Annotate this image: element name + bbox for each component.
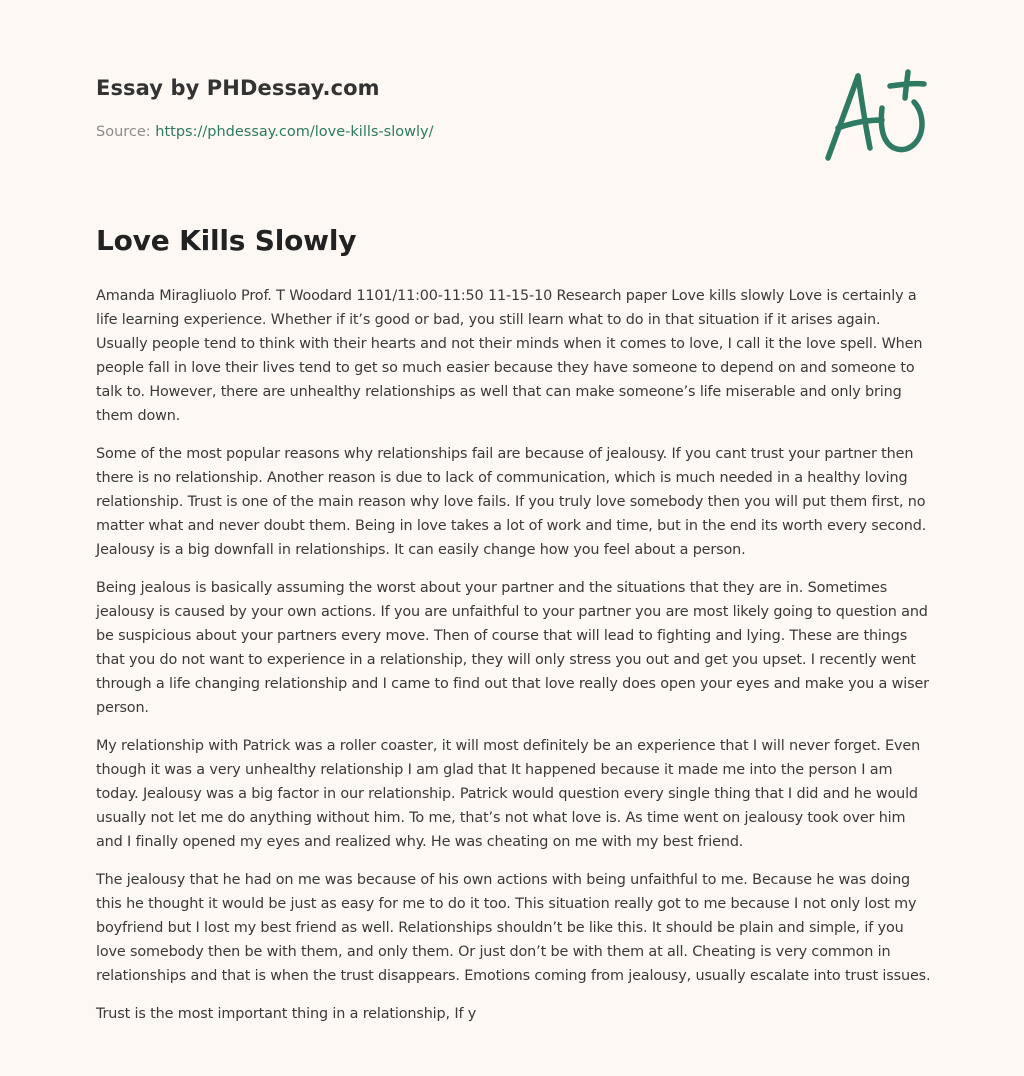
essay-paragraph: Being jealous is basically assuming the worst about your partner and the situations that they are in. Sometimes jealousy is caused by your own actions. If you are unfaithful to your partner you are most likely going to question and be suspicious about your partners every move. Then of course that will lead to fighting and lying. These are things that you do not want to experience in a relationship, they will only stress you out and get you upset. I recently went through a life changing relationship and I came to find out that love really does open your eyes and make you a wiser person. <box>96 580 929 716</box>
page-title: Love Kills Slowly <box>96 224 357 257</box>
essay-paragraph: My relationship with Patrick was a roller coaster, it will most definitely be an experience that I will never forget. Even though it was a very unhealthy relationship I am glad that It happened because it made me into the person I am today. Jealousy was a big factor in our relationship. Patrick would question every single thing that I did and he would usually not let me do anything without him. To me, that’s not what love is. As time went on jealousy took over him and I finally opened my eyes and realized why. He was cheating on me with my best friend. <box>96 738 921 850</box>
site-brand: Essay by PHDessay.com <box>96 76 380 100</box>
a-plus-logo-icon <box>818 64 936 168</box>
essay-paragraph: Amanda Miragliuolo Prof. T Woodard 1101/11:00-11:50 11-15-10 Research paper Love kills slowly Love is certainly a life learning experience. Whether if it’s good or bad, you still learn what to do in that situation if it arises again. Usually people tend to think with their hearts and not their minds when it comes to love, I call it the love spell. When people fall in love their lives tend to get so much easier because they have someone to depend on and someone to talk to. However, there are unhealthy relationships as well that can make someone’s life miserable and only bring them down. <box>96 288 923 424</box>
source-line <box>96 124 433 140</box>
essay-paragraph: Trust is the most important thing in a relationship, If y <box>96 1006 477 1022</box>
source-link[interactable]: https://phdessay.com/love-kills-slowly/ <box>155 124 434 140</box>
source-label: Source: <box>96 124 151 140</box>
essay-paragraph: The jealousy that he had on me was because of his own actions with being unfaithful to me. Because he was doing this he thought it would be just as easy for me to do it too. This situation really got to me because I not only lost my boyfriend but I lost my best friend as well. Relationships shouldn’t be like this. It should be plain and simple, if you love somebody then be with them, and only them. Or just don’t be with them at all. Cheating is very common in relationships and that is when the trust disappears. Emotions coming from jealousy, usually escalate into trust issues. <box>96 872 931 984</box>
essay-body <box>96 284 932 1040</box>
essay-paragraph: Some of the most popular reasons why relationships fail are because of jealousy. If you cant trust your partner then there is no relationship. Another reason is due to lack of communication, which is much needed in a healthy loving relationship. Trust is one of the main reason why love fails. If you truly love somebody then you will put them first, no matter what and never doubt them. Being in love takes a lot of work and time, but in the end its worth every second. Jealousy is a big downfall in relationships. It can easily change how you feel about a person. <box>96 446 927 558</box>
